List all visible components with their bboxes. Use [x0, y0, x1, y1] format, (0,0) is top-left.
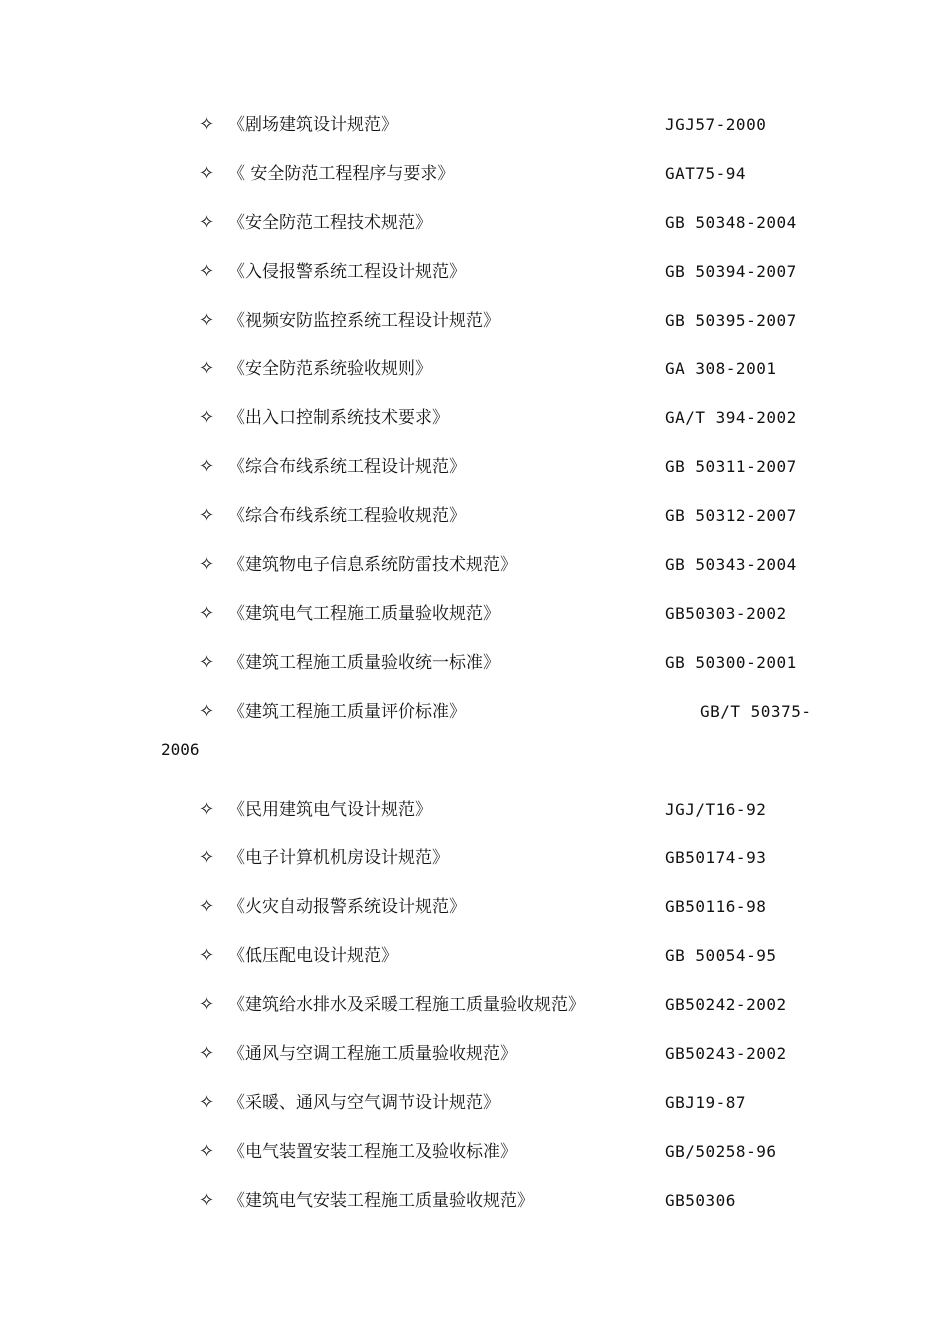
- standard-title: 《建筑电气安装工程施工质量验收规范》: [228, 1191, 534, 1211]
- standard-code: GB50306: [665, 1191, 736, 1210]
- standard-code: GA/T 394-2002: [665, 408, 797, 427]
- standard-item: [0, 208, 950, 238]
- standard-title: 《综合布线系统工程验收规范》: [228, 506, 466, 526]
- standard-item: [0, 452, 950, 482]
- standard-title: 《安全防范工程技术规范》: [228, 213, 432, 233]
- standard-item: [0, 550, 950, 580]
- standard-title: 《综合布线系统工程设计规范》: [228, 457, 466, 477]
- standard-item: [0, 697, 950, 759]
- standard-code: GB 50348-2004: [665, 213, 797, 232]
- standard-item: [0, 648, 950, 678]
- standard-code: GB 50394-2007: [665, 262, 797, 281]
- standard-code: GB 50054-95: [665, 946, 777, 965]
- standard-item: [0, 1186, 950, 1216]
- standard-code: GB50116-98: [665, 897, 767, 916]
- standard-title: 《建筑工程施工质量评价标准》: [228, 702, 466, 722]
- diamond-bullet-icon: ✧: [199, 358, 215, 379]
- standard-title: 《采暖、通风与空气调节设计规范》: [228, 1093, 500, 1113]
- standard-item: [0, 110, 950, 140]
- standard-item: [0, 1137, 950, 1167]
- diamond-bullet-icon: ✧: [199, 847, 215, 868]
- standard-item: [0, 990, 950, 1020]
- standard-code: GB50303-2002: [665, 604, 787, 623]
- standard-code-continuation: 2006: [161, 740, 200, 759]
- standard-item: [0, 354, 950, 384]
- diamond-bullet-icon: ✧: [199, 1190, 215, 1211]
- standard-title: 《出入口控制系统技术要求》: [228, 408, 449, 428]
- diamond-bullet-icon: ✧: [199, 554, 215, 575]
- diamond-bullet-icon: ✧: [199, 1092, 215, 1113]
- standard-item: [0, 795, 950, 825]
- standard-code: GA 308-2001: [665, 359, 777, 378]
- diamond-bullet-icon: ✧: [199, 701, 215, 722]
- diamond-bullet-icon: ✧: [199, 505, 215, 526]
- standard-title: 《建筑电气工程施工质量验收规范》: [228, 604, 500, 624]
- diamond-bullet-icon: ✧: [199, 456, 215, 477]
- standard-title: 《视频安防监控系统工程设计规范》: [228, 311, 500, 331]
- standard-code: JGJ57-2000: [665, 115, 767, 134]
- standard-title: 《建筑物电子信息系统防雷技术规范》: [228, 555, 517, 575]
- standard-item: [0, 599, 950, 629]
- standard-code: GB 50343-2004: [665, 555, 797, 574]
- standard-item: [0, 501, 950, 531]
- standard-code: GB 50300-2001: [665, 653, 797, 672]
- diamond-bullet-icon: ✧: [199, 603, 215, 624]
- standard-title: 《建筑给水排水及采暖工程施工质量验收规范》: [228, 995, 585, 1015]
- standard-title: 《剧场建筑设计规范》: [228, 115, 398, 135]
- standard-item: [0, 1088, 950, 1118]
- standard-item: [0, 843, 950, 873]
- standard-title: 《入侵报警系统工程设计规范》: [228, 262, 466, 282]
- standard-code: GB/T 50375-: [700, 702, 812, 721]
- standard-title: 《建筑工程施工质量验收统一标准》: [228, 653, 500, 673]
- standard-title: 《电子计算机机房设计规范》: [228, 848, 449, 868]
- diamond-bullet-icon: ✧: [199, 799, 215, 820]
- standard-code: GB50243-2002: [665, 1044, 787, 1063]
- standard-item: [0, 892, 950, 922]
- diamond-bullet-icon: ✧: [199, 994, 215, 1015]
- diamond-bullet-icon: ✧: [199, 212, 215, 233]
- standard-code: GB50174-93: [665, 848, 767, 867]
- standard-title: 《民用建筑电气设计规范》: [228, 800, 432, 820]
- standard-title: 《 安全防范工程程序与要求》: [228, 164, 455, 184]
- standard-item: [0, 257, 950, 287]
- standard-code: GAT75-94: [665, 164, 747, 183]
- standard-title: 《电气装置安装工程施工及验收标准》: [228, 1142, 517, 1162]
- diamond-bullet-icon: ✧: [199, 114, 215, 135]
- standard-code: GB 50312-2007: [665, 506, 797, 525]
- diamond-bullet-icon: ✧: [199, 163, 215, 184]
- diamond-bullet-icon: ✧: [199, 652, 215, 673]
- standard-title: 《通风与空调工程施工质量验收规范》: [228, 1044, 517, 1064]
- diamond-bullet-icon: ✧: [199, 310, 215, 331]
- standard-code: GB 50311-2007: [665, 457, 797, 476]
- standard-item: [0, 159, 950, 189]
- diamond-bullet-icon: ✧: [199, 1043, 215, 1064]
- standard-code: GB50242-2002: [665, 995, 787, 1014]
- diamond-bullet-icon: ✧: [199, 1141, 215, 1162]
- diamond-bullet-icon: ✧: [199, 407, 215, 428]
- standard-code: GB 50395-2007: [665, 311, 797, 330]
- standard-item: [0, 941, 950, 971]
- standard-code: GB/50258-96: [665, 1142, 777, 1161]
- standard-item: [0, 403, 950, 433]
- diamond-bullet-icon: ✧: [199, 896, 215, 917]
- standard-item: [0, 1039, 950, 1069]
- standard-title: 《火灾自动报警系统设计规范》: [228, 897, 466, 917]
- standard-item: [0, 306, 950, 336]
- diamond-bullet-icon: ✧: [199, 945, 215, 966]
- standard-title: 《安全防范系统验收规则》: [228, 359, 432, 379]
- diamond-bullet-icon: ✧: [199, 261, 215, 282]
- standard-title: 《低压配电设计规范》: [228, 946, 398, 966]
- standard-code: GBJ19-87: [665, 1093, 747, 1112]
- standard-code: JGJ/T16-92: [665, 800, 767, 819]
